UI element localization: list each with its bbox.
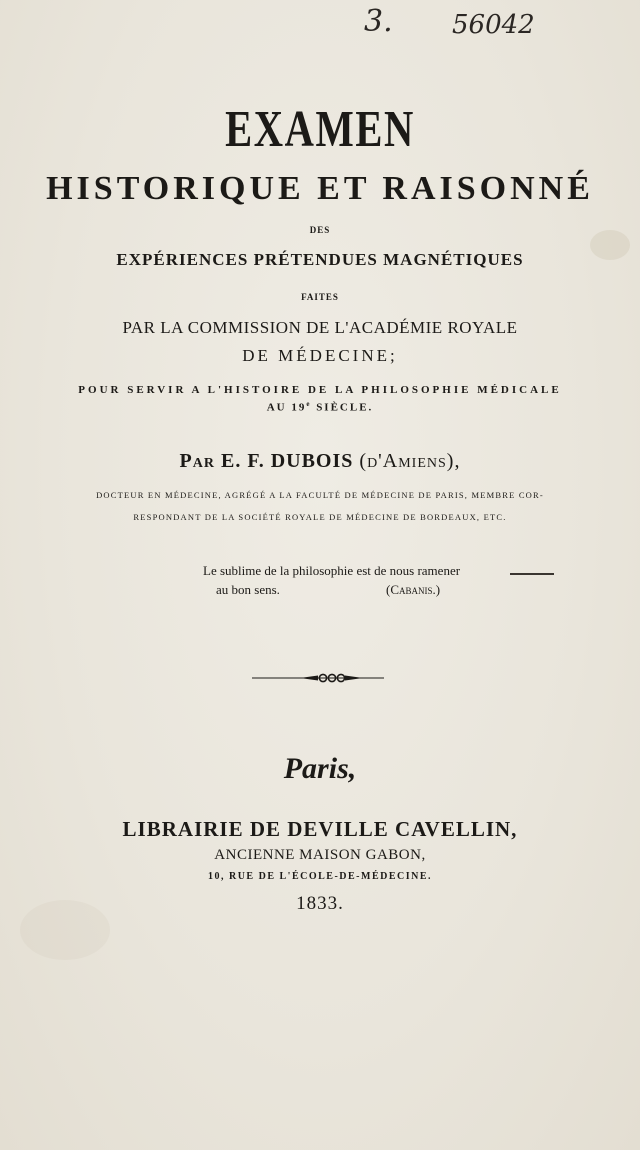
title-examen: EXAMEN	[225, 101, 415, 158]
ink-stroke	[510, 573, 554, 575]
epigraph-source: (Cabanis.)	[386, 582, 441, 597]
author-line	[0, 450, 640, 473]
imprint-city: Paris,	[283, 752, 357, 785]
handwritten-number-right: 56042	[452, 10, 535, 40]
epigraph-line-2: au bon sens.	[216, 582, 280, 597]
ornamental-rule	[0, 671, 640, 683]
imprint-publisher: LIBRAIRIE DE DEVILLE CAVELLIN,	[122, 817, 518, 841]
title-medecine: DE MÉDECINE;	[242, 346, 398, 365]
qualifications-line-1: DOCTEUR EN MÉDECINE, AGRÉGÉ A LA FACULTÉ DE MÉDECINE DE PARIS, MEMBRE COR-	[96, 490, 544, 500]
purpose-line: POUR SERVIR A L'HISTOIRE DE LA PHILOSOPHIE MÉDICALE	[78, 384, 562, 396]
handwritten-number-left: 3.	[364, 4, 393, 39]
imprint-address: 10, RUE DE L'ÉCOLE-DE-MÉDECINE.	[207, 871, 433, 882]
title-historique: HISTORIQUE ET RAISONNÉ	[46, 170, 594, 207]
title-des: DES	[309, 225, 331, 235]
author-par: Par	[179, 450, 215, 472]
epigraph-line-1: Le sublime de la philosophie est de nous ramener	[203, 563, 461, 578]
imprint-former: ANCIENNE MAISON GABON,	[214, 847, 426, 863]
author-place: (d'Amiens),	[359, 450, 461, 472]
author-name: E. F. DUBOIS	[220, 450, 354, 472]
title-commission: PAR LA COMMISSION DE L'ACADÉMIE ROYALE	[122, 318, 518, 337]
imprint-year: 1833.	[296, 893, 344, 914]
title-experiences: EXPÉRIENCES PRÉTENDUES MAGNÉTIQUES	[116, 250, 524, 269]
ornament-svg	[0, 672, 640, 684]
title-faites: FAITES	[301, 292, 339, 302]
century-line: AU 19e SIÈCLE.	[266, 400, 374, 414]
qualifications-line-2: RESPONDANT DE LA SOCIÉTÉ ROYALE DE MÉDECINE DE BORDEAUX, ETC.	[133, 512, 507, 522]
